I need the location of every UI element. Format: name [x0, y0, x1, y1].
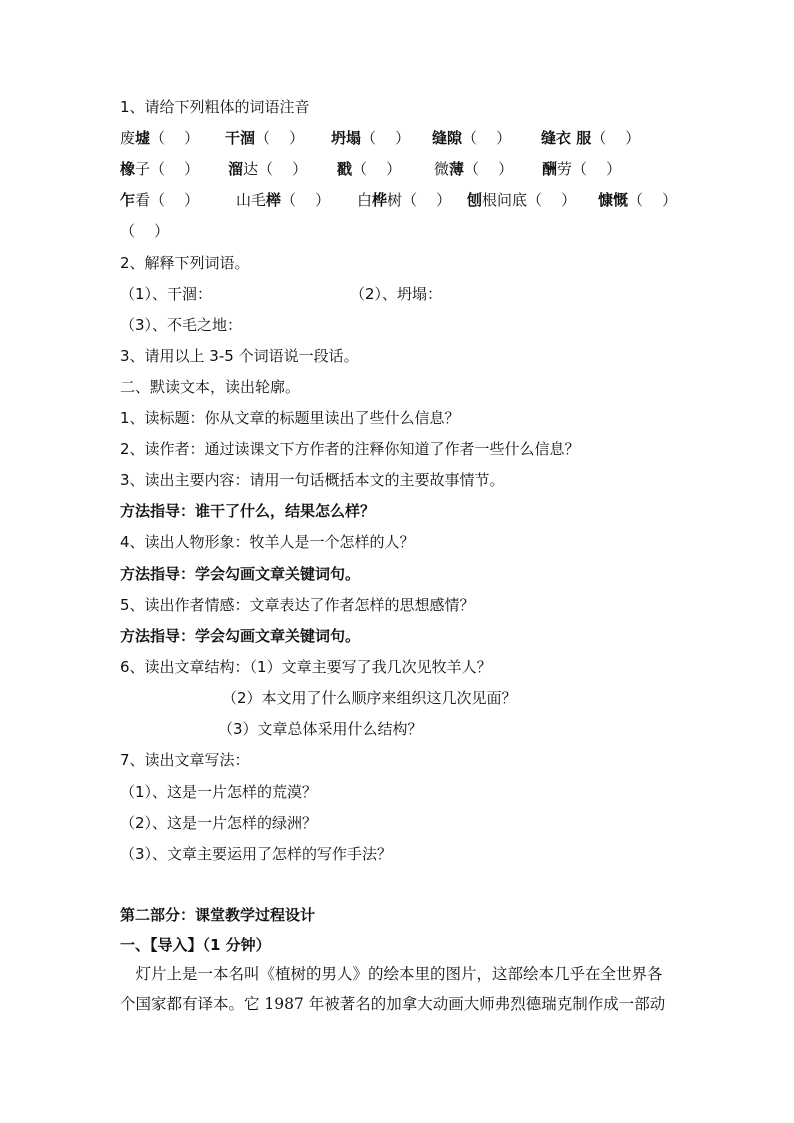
paragraph-line: 灯片上是一本名叫《植树的男人》的绘本里的图片，这部绘本几乎在全世界各 [120, 965, 663, 983]
pinyin-item: 缝隙（ ） [432, 129, 512, 147]
part2-subline: （1）、这是一片怎样的荒漠？ [120, 783, 318, 801]
part2-subline: （3）文章总体采用什么结构？ [218, 720, 423, 738]
part2-line: 5、读出作者情感：文章表达了作者怎样的思想感情？ [120, 596, 475, 614]
pinyin-item: 废墟（ ） [120, 129, 200, 147]
pinyin-item: 酬劳（ ） [542, 160, 622, 178]
pinyin-item: 白桦树（ ） [357, 191, 452, 209]
part2-line: 6、读出文章结构：（1）文章主要写了我几次见牧羊人？ [120, 658, 492, 676]
q1-title: 1、请给下列粗体的词语注音 [120, 98, 310, 116]
q2-item2: （2）、坍塌： [350, 285, 443, 303]
part2-line: 2、读作者：通过读课文下方作者的注释你知道了作者一些什么信息？ [120, 440, 580, 458]
part2-line: 7、读出文章写法： [120, 751, 250, 769]
method-guide: 方法指导：学会勾画文章关键词句。 [120, 565, 361, 583]
pinyin-item: 戳（ ） [337, 160, 402, 178]
q2-title: 2、解释下列词语。 [120, 254, 250, 272]
pinyin-item: 微薄（ ） [434, 160, 514, 178]
q2-item1: （1）、干涸： [120, 285, 213, 303]
pinyin-item: 坍塌（ ） [331, 129, 411, 147]
q3: 3、请用以上 3-5 个词语说一段话。 [120, 347, 359, 365]
pinyin-item: 慷慨（ ） [598, 191, 678, 209]
part2-subline: （2）、这是一片怎样的绿洲？ [120, 814, 318, 832]
paragraph-line: 个国家都有译本。它 1987 年被著名的加拿大动画大师弗烈德瑞克制作成一部动 [120, 995, 666, 1013]
part2-subline: （3）、文章主要运用了怎样的写作手法？ [120, 845, 393, 863]
pinyin-item: 溜达（ ） [228, 160, 308, 178]
q2-item3: （3）、不毛之地： [120, 316, 243, 334]
pinyin-item: 山毛榉（ ） [236, 191, 331, 209]
pinyin-item: 干涸（ ） [225, 129, 305, 147]
pinyin-item-wrap: （ ） [120, 222, 170, 240]
part2-subline: （2）本文用了什么顺序来组织这几次见面？ [222, 689, 517, 707]
part2-title: 二、默读文本，读出轮廓。 [120, 378, 301, 396]
pinyin-item: 缝衣 服（ ） [541, 129, 641, 147]
pinyin-item: 乍看（ ） [120, 191, 200, 209]
part2-line: 4、读出人物形象：牧羊人是一个怎样的人？ [120, 533, 415, 551]
method-guide: 方法指导：谁干了什么，结果怎么样？ [120, 502, 376, 520]
pinyin-item: 刨根问底（ ） [467, 191, 577, 209]
part2-line: 3、读出主要内容：请用一句话概括本文的主要故事情节。 [120, 471, 505, 489]
pinyin-item: 橡子（ ） [120, 160, 200, 178]
section-title: 第二部分：课堂教学过程设计 [120, 906, 316, 924]
method-guide: 方法指导：学会勾画文章关键词句。 [120, 627, 361, 645]
section-subtitle: 一、【导入】（1 分钟） [120, 936, 271, 954]
part2-line: 1、读标题：你从文章的标题里读出了些什么信息？ [120, 409, 460, 427]
